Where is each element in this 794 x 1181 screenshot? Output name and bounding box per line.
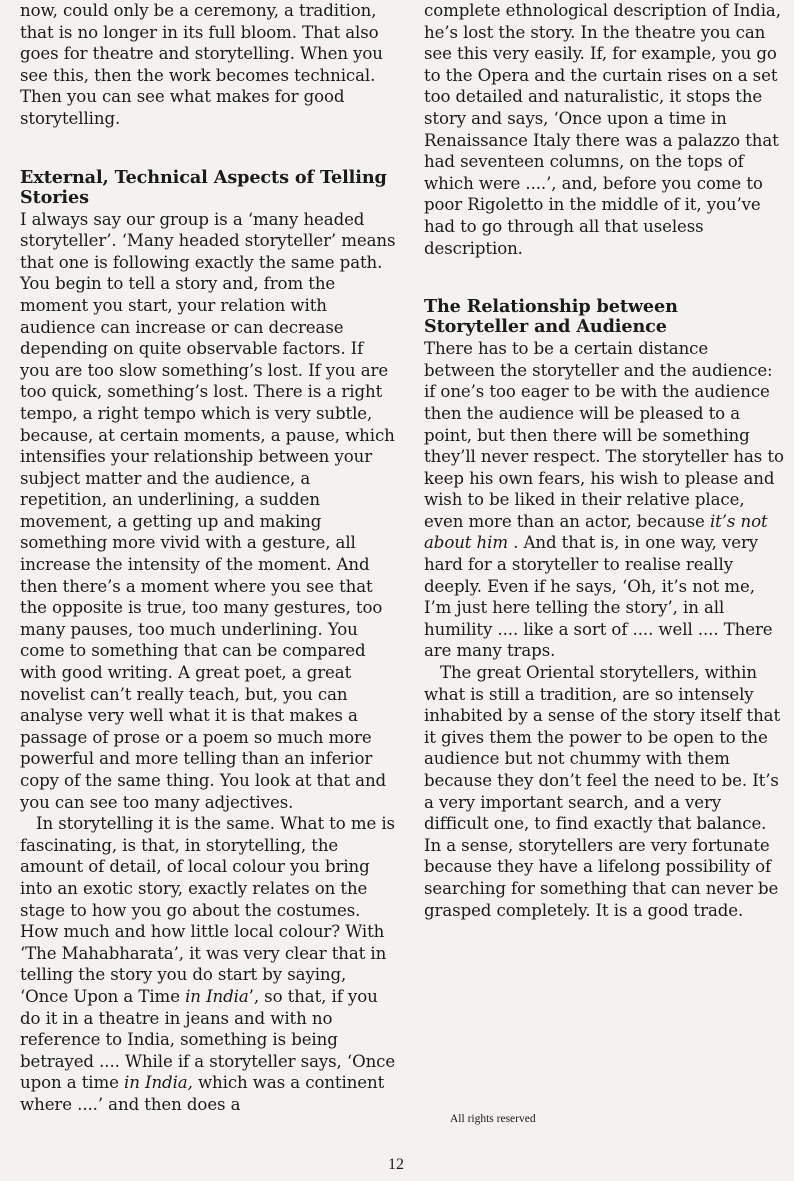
- rights-notice: All rights reserved: [450, 1113, 536, 1125]
- continued-paragraph: complete ethnological description of India, he’s lost the story. In the theatre you can see this very easily. If, for example, you go to the Opera and the curtain rises on a set too detailed and naturalistic, it stops the story and says, ‘Once upon a time in Renaissance Italy there was a palazzo that had seventeen columns, on the tops of which were ....’, and, before you come to poor Rigoletto in the middle of it, you’ve had to go through all that useless description.: [424, 1, 781, 258]
- many-headed-paragraph: I always say our group is a ‘many headed storyteller’. ‘Many headed storyteller’ means that one is following exactly the same path. You begin to tell a story and, from the moment you start, your relation with audience can increase or can decrease depending on quite observable factors. If you are too slow something’s lost. If you are too quick, something’s lost. There is a right tempo, a right tempo which is very subtle, because, at certain moments, a pause, which intensifies your relationship between your subject matter and the audience, a repetition, an underlining, a sudden movement, a getting up and making something more vivid with a gesture, all increase the intensity of the moment. And then there’s a moment where you see that the opposite is true, too many gestures, too many pauses, too much underlining. You come to something that can be compared with good writing. A great poet, a great novelist can’t really teach, but, you can analyse very well what it is that makes a passage of prose or a poem so much more powerful and more telling than an inferior copy of the same thing. You look at that and you can see too many adjectives.: [20, 209, 396, 812]
- intro-paragraph: now, could only be a ceremony, a tradition, that is no longer in its full bloom. That also goes for theatre and storytelling. When you see this, then the work becomes technical. Then you can see what makes for good storytelling.: [20, 1, 383, 128]
- right-column: [424, 0, 784, 921]
- emphasis-text: in India,: [124, 1073, 193, 1093]
- left-column: [20, 0, 398, 1116]
- text-run: In storytelling it is the same. What to me is fascinating, is that, in storytelling, the amount of detail, of local colour you bring into an exotic story, exactly relates on the stage to how you go about the costumes. How much and how little local colour? With ‘The Mahabharata’, it was very clear that in telling the story you do start by saying, ‘Once Upon a Time: [20, 814, 395, 1006]
- section-heading-relationship: The Relationship between Storyteller and Audience: [424, 296, 678, 338]
- emphasis-text: in India: [185, 986, 249, 1006]
- emphasis-text: it’s not about him: [424, 511, 768, 553]
- text-run: There has to be a certain distance between the storyteller and the audience: if one’s too eager to be with the audience then the audience will be pleased to a point, but then there will be something they’ll never respect. The storyteller has to keep his own fears, his wish to please and wish to be liked in their relative place, even more than an actor, because: [424, 339, 784, 531]
- text-run: . And that is, in one way, very hard for a storyteller to realise really deeply. Even if he says, ‘Oh, it’s not me, I’m just here telling the story’, in all humility .... like a sort of .... well .... There are many traps.: [424, 533, 773, 661]
- storytelling-paragraph: [20, 813, 398, 1115]
- page-number: 12: [388, 1156, 404, 1173]
- section-heading-technical: External, Technical Aspects of Telling Stories: [20, 166, 387, 208]
- distance-paragraph: [424, 338, 784, 662]
- text-run: which was a continent where ....’ and then does a: [20, 1073, 385, 1114]
- oriental-paragraph: The great Oriental storytellers, within what is still a tradition, are so intensely inhabited by a sense of the story itself that it gives them the power to be open to the audience but not chummy with them because they don’t feel the need to be. It’s a very important search, and a very difficult one, to find exactly that balance. In a sense, storytellers are very fortunate because they have a lifelong possibility of searching for something that can never be grasped completely. It is a good trade.: [424, 663, 781, 920]
- text-run: ’, so that, if you do it in a theatre in jeans and with no reference to India, something is being betrayed .... While if a storyteller says, ‘Once upon a time: [20, 986, 396, 1093]
